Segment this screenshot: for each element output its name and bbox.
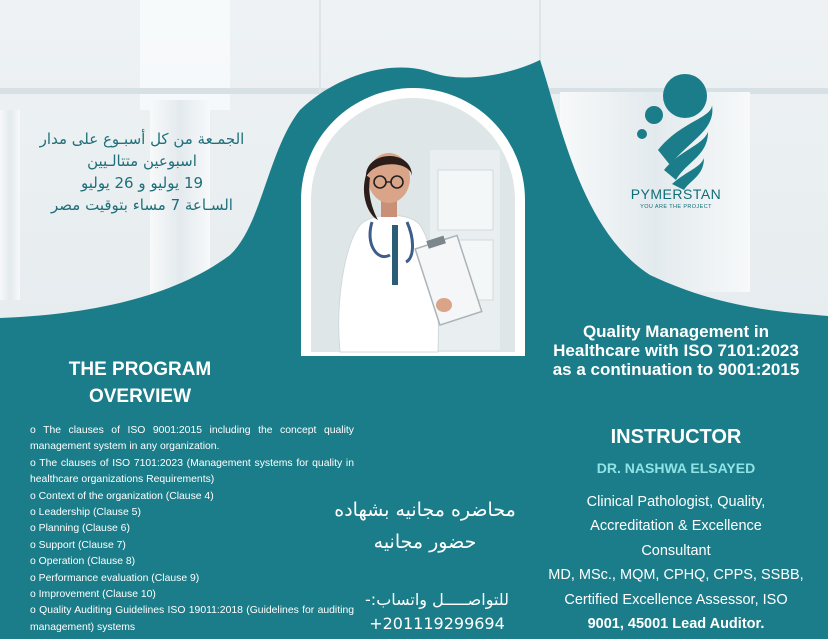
bio-line: Certified Excellence Assessor, ISO [564, 591, 788, 608]
free-lecture-arabic [320, 494, 530, 558]
bio-line: 9001, 45001 Lead Auditor. [587, 616, 765, 633]
list-item: o Improvement (Clause 10) [30, 589, 156, 601]
schedule-line-1: الجمـعة من كل أسبـوع على مدار [39, 130, 245, 148]
bio-line: Clinical Pathologist, Quality, [586, 494, 766, 510]
schedule-arabic [14, 128, 270, 216]
schedule-line-4: السـاعة 7 مساء بتوقيت مصر [51, 196, 233, 214]
program-list [30, 423, 354, 636]
contact-label: للتواصـــــل واتساب:- [365, 590, 509, 609]
bio-line: Consultant [641, 542, 711, 559]
brand-tagline: YOU ARE THE PROJECT [640, 204, 712, 210]
free-lecture-line-1: محاضره مجانيه بشهاده [334, 499, 516, 521]
course-title: Quality Management in Healthcare with ISO 7101:2023 as a continuation to 9001:2015 [552, 322, 800, 379]
list-item: o Support (Clause 7) [30, 539, 126, 551]
instructor-name: DR. NASHWA ELSAYED [596, 460, 756, 476]
list-item: o The clauses of ISO 7101:2023 (Management systems for quality in healthcare organizations Requirements) [30, 457, 354, 486]
contact-phone[interactable]: +201119299694 [369, 614, 505, 633]
instructor-bio [536, 490, 816, 636]
free-lecture-line-2: حضور مجانيه [373, 531, 477, 553]
bio-line: Accreditation & Excellence [590, 518, 762, 535]
program-title-line-2: OVERVIEW [88, 386, 192, 407]
instructor-heading: INSTRUCTOR [610, 426, 742, 448]
program-title [40, 356, 240, 410]
list-item: o Context of the organization (Clause 4) [30, 490, 214, 502]
bio-line: MD, MSc., MQM, CPHQ, CPPS, SSBB, [548, 567, 804, 584]
schedule-line-3: 19 يوليو و 26 يوليو [80, 174, 204, 192]
brand-name: PYMERSTAN [630, 186, 722, 202]
list-item: o Performance evaluation (Clause 9) [30, 572, 200, 584]
list-item: o Operation (Clause 8) [30, 556, 136, 568]
list-item: o The clauses of ISO 9001:2015 including the concept quality management system in any organization. [30, 425, 354, 453]
list-item: o Quality Auditing Guidelines ISO 19011:2018 (Guidelines for auditing management) systems [30, 605, 354, 633]
list-item: o Leadership (Clause 5) [30, 507, 141, 519]
list-item: o Planning (Clause 6) [30, 523, 130, 535]
schedule-line-2: اسبوعين متتالـيين [87, 152, 197, 170]
program-title-line-1: THE PROGRAM [68, 359, 212, 380]
